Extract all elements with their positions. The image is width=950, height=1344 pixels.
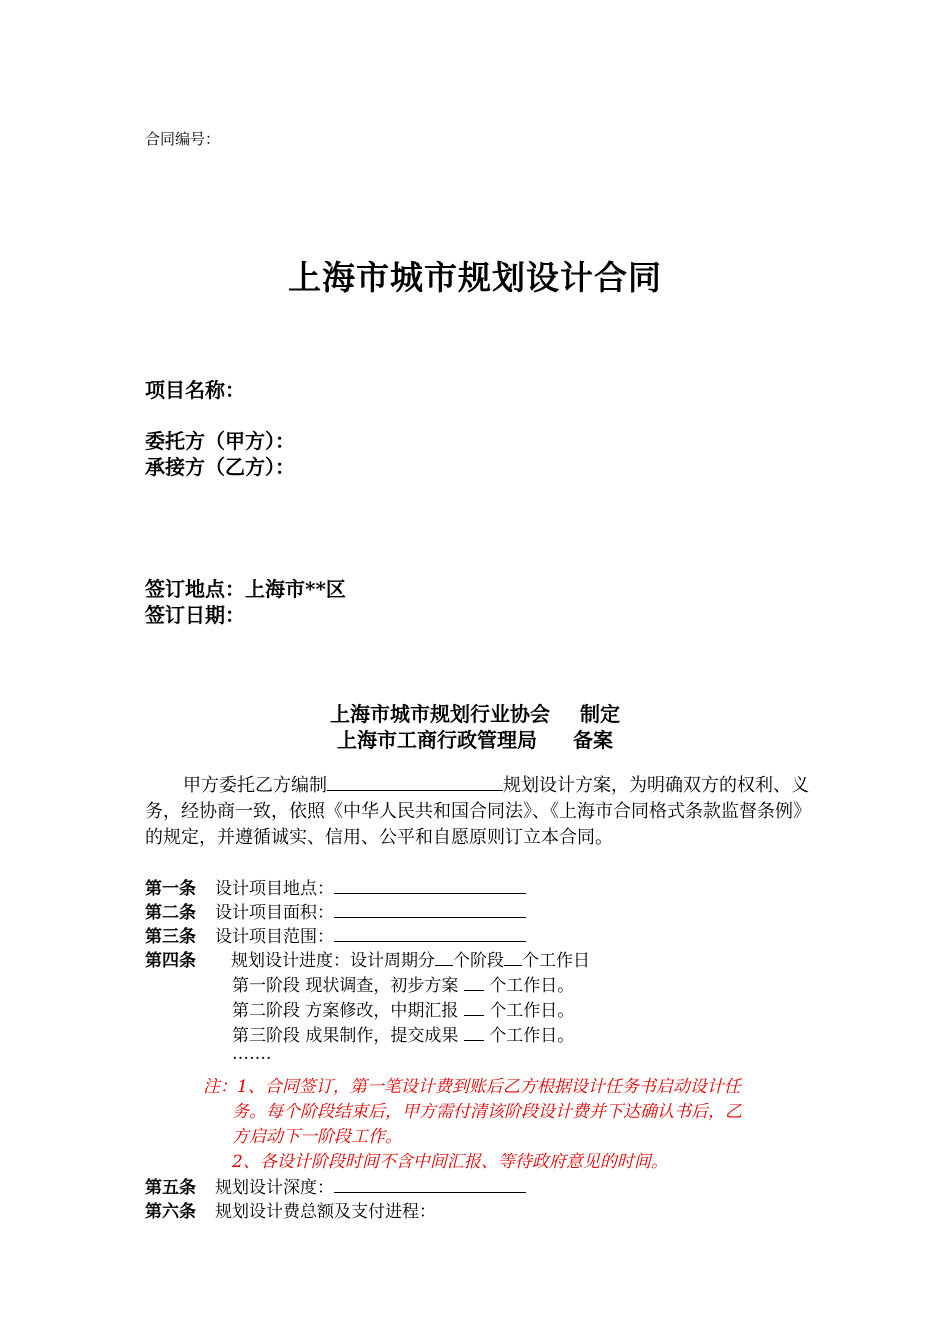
blank-line bbox=[464, 974, 484, 991]
stage-3: 第三阶段 成果制作，提交成果 个工作日。 bbox=[232, 1026, 575, 1046]
blank-line bbox=[464, 1024, 484, 1041]
party-b-field: 承接方（乙方）： bbox=[145, 455, 295, 479]
org-name: 上海市工商行政管理局 bbox=[337, 728, 537, 752]
clause-number: 第六条 bbox=[145, 1202, 196, 1222]
clause-number: 第三条 bbox=[145, 927, 196, 947]
document-title: 上海市城市规划设计合同 bbox=[288, 258, 662, 297]
clause-number: 第五条 bbox=[145, 1178, 196, 1198]
stage-2: 第二阶段 方案修改，中期汇报 个工作日。 bbox=[232, 1001, 575, 1021]
clause-3: 第三条 设计项目范围： bbox=[145, 922, 526, 947]
stage-1: 第一阶段 现状调查，初步方案 个工作日。 bbox=[232, 976, 575, 996]
note-line-2: 务。每个阶段结束后，甲方需付清该阶段设计费并下达确认书后，乙 bbox=[232, 1102, 742, 1122]
party-a-field: 委托方（甲方）： bbox=[145, 429, 295, 453]
sign-place-field: 签订地点：上海市**区 bbox=[145, 577, 346, 601]
intro-paragraph: 甲方委托乙方编制 规划设计方案，为明确双方的权利、义务，经协商一致，依照《中华人民共和国合同法》、《上海市合同格式条款监督条例》的规定，并遵循诚实、信用、公平和自愿原则订立本合同。 bbox=[145, 772, 825, 851]
note-line-4: 2、各设计阶段时间不含中间汇报、等待政府意见的时间。 bbox=[232, 1152, 668, 1172]
org-line-2 bbox=[0, 724, 950, 753]
blank-line bbox=[334, 899, 526, 918]
clause-2: 第二条 设计项目面积： bbox=[145, 898, 526, 923]
clause-1: 第一条 设计项目地点： bbox=[145, 874, 526, 899]
org-line-1 bbox=[0, 698, 950, 727]
project-blank-line bbox=[327, 772, 503, 791]
clause-6: 第六条 规划设计费总额及支付进程： bbox=[145, 1197, 436, 1222]
blank-line bbox=[334, 875, 526, 894]
blank-line bbox=[334, 1174, 526, 1193]
sign-date-field: 签订日期： bbox=[145, 603, 245, 627]
ellipsis: ……. bbox=[232, 1044, 272, 1064]
clause-number: 第二条 bbox=[145, 903, 196, 923]
note-line-1: 注：1、合同签订，第一笔设计费到账后乙方根据设计任务书启动设计任 bbox=[203, 1077, 741, 1097]
clause-number: 第四条 bbox=[145, 951, 196, 971]
contract-number-label: 合同编号： bbox=[145, 130, 221, 148]
clause-number: 第一条 bbox=[145, 879, 196, 899]
blank-line bbox=[334, 923, 526, 942]
org-action: 备案 bbox=[573, 728, 613, 752]
clause-5: 第五条 规划设计深度： bbox=[145, 1173, 526, 1198]
blank-line bbox=[435, 949, 453, 966]
project-name-field: 项目名称： bbox=[145, 378, 245, 402]
blank-line bbox=[504, 949, 522, 966]
clause-4: 第四条 规划设计进度：设计周期分 个阶段 个工作日 bbox=[145, 946, 590, 971]
org-name: 上海市城市规划行业协会 bbox=[330, 702, 550, 726]
blank-line bbox=[464, 999, 484, 1016]
note-line-3: 方启动下一阶段工作。 bbox=[232, 1127, 402, 1147]
org-action: 制定 bbox=[580, 702, 620, 726]
